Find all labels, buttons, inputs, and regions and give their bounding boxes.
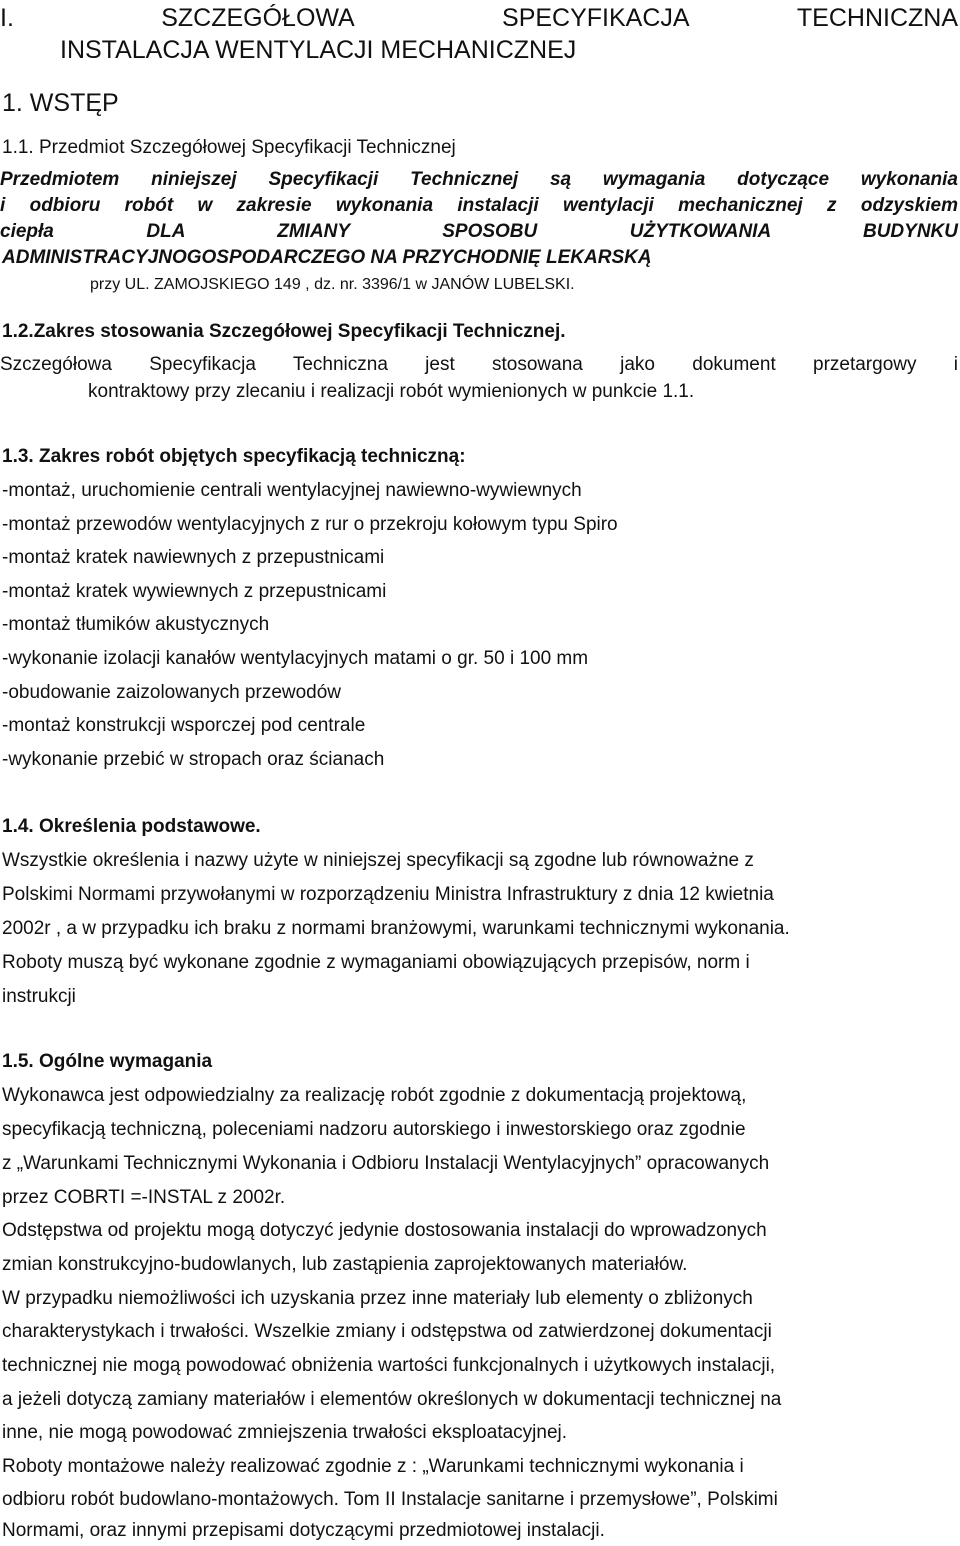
document-subtitle: INSTALACJA WENTYLACJI MECHANICZNEJ	[60, 36, 577, 64]
scope-list-item: -montaż kratek nawiewnych z przepustnicami	[2, 547, 385, 568]
scope-list-item: -montaż kratek wywiewnych z przepustnicami	[2, 581, 387, 602]
section-1-5-line: z „Warunkami Technicznymi Wykonania i Odbioru Instalacji Wentylacyjnych” opracowanych	[2, 1153, 770, 1174]
scope-list-item: -montaż tłumików akustycznych	[2, 614, 270, 635]
section-1-4-line: Polskimi Normami przywołanymi w rozporządzeniu Ministra Infrastruktury z dnia 12 kwietnia	[2, 884, 774, 905]
scope-list-item: -montaż, uruchomienie centrali wentylacyjnej nawiewno-wywiewnych	[2, 480, 582, 501]
section-1-3-title: 1.3. Zakres robót objętych specyfikacją techniczną:	[2, 446, 466, 467]
section-1-4-title: 1.4. Określenia podstawowe.	[2, 816, 261, 837]
section-1-5-line: Wykonawca jest odpowiedzialny za realizację robót zgodnie z dokumentacją projektową,	[2, 1085, 747, 1106]
part-number: I.	[0, 4, 14, 32]
document-title-line	[0, 4, 958, 33]
section-1-1-line: ADMINISTRACYJNOGOSPODARCZEGO NA PRZYCHODNIĘ LEKARSKĄ	[2, 247, 652, 268]
section-1-5-line: charakterystykach i trwałości. Wszelkie zmiany i odstępstwa od zatwierdzonej dokumentacji	[2, 1321, 772, 1342]
section-1-5-line: specyfikacją techniczną, poleceniami nadzoru autorskiego i inwestorskiego oraz zgodnie	[2, 1119, 746, 1140]
section-1-5-line: inne, nie mogą powodować zmniejszenia trwałości eksploatacyjnej.	[2, 1422, 568, 1443]
section-1-2-line: kontraktowy przy zlecaniu i realizacji robót wymienionych w punkcie 1.1.	[88, 381, 695, 402]
section-heading-wstep: 1. WSTĘP	[2, 89, 119, 117]
title-word-2: SPECYFIKACJA	[502, 4, 690, 32]
scope-list-item: -montaż konstrukcji wsporczej pod centrale	[2, 715, 366, 736]
section-1-1-title: 1.1. Przedmiot Szczegółowej Specyfikacji Technicznej	[2, 137, 456, 158]
section-1-5-line: przez COBRTI =-INSTAL z 2002r.	[2, 1187, 286, 1208]
scope-list-item: -wykonanie przebić w stropach oraz ścianach	[2, 749, 385, 770]
section-1-5-line: odbioru robót budowlano-montażowych. Tom II Instalacje sanitarne i przemysłowe”, Polskimi	[2, 1489, 778, 1510]
section-1-4-line: Roboty muszą być wykonane zgodnie z wymaganiami obowiązujących przepisów, norm i	[2, 952, 750, 973]
section-1-1-line: ciepła DLA ZMIANY SPOSOBU UŻYTKOWANIA BUDYNKU	[0, 221, 958, 242]
section-1-5-line: Odstępstwa od projektu mogą dotyczyć jedynie dostosowania instalacji do wprowadzonych	[2, 1220, 767, 1241]
section-1-5-line: W przypadku niemożliwości ich uzyskania przez inne materiały lub elementy o zbliżonych	[2, 1288, 753, 1309]
section-1-1-line: Przedmiotem niniejszej Specyfikacji Technicznej są wymagania dotyczące wykonania	[0, 169, 958, 190]
title-word-3: TECHNICZNA	[796, 4, 958, 32]
section-1-2-title: 1.2.Zakres stosowania Szczegółowej Specyfikacji Technicznej.	[2, 321, 566, 342]
scope-list-item: -obudowanie zaizolowanych przewodów	[2, 682, 342, 703]
scope-list-item: -wykonanie izolacji kanałów wentylacyjnych matami o gr. 50 i 100 mm	[2, 648, 589, 669]
section-1-5-line: technicznej nie mogą powodować obniżenia wartości funkcjonalnych i użytkowych instalacji,	[2, 1355, 776, 1376]
section-1-4-line: Wszystkie określenia i nazwy użyte w niniejszej specyfikacji są zgodne lub równoważne z	[2, 850, 754, 871]
section-1-4-line: 2002r , a w przypadku ich braku z normami branżowymi, warunkami technicznymi wykonania.	[2, 918, 790, 939]
section-1-4-line: instrukcji	[2, 986, 76, 1007]
section-1-5-line: Roboty montażowe należy realizować zgodnie z : „Warunkami technicznymi wykonania i	[2, 1456, 744, 1477]
section-1-5-line: a jeżeli dotyczą zamiany materiałów i elementów określonych w dokumentacji technicznej na	[2, 1389, 782, 1410]
section-1-5-line: Normami, oraz innymi przepisami dotyczącymi przedmiotowej instalacji.	[2, 1520, 605, 1541]
title-word-1: SZCZEGÓŁOWA	[161, 4, 355, 32]
section-1-1-address: przy UL. ZAMOJSKIEGO 149 , dz. nr. 3396/1 w JANÓW LUBELSKI.	[90, 276, 575, 293]
scope-list-item: -montaż przewodów wentylacyjnych z rur o przekroju kołowym typu Spiro	[2, 514, 618, 535]
section-1-5-line: zmian konstrukcyjno-budowlanych, lub zastąpienia zaprojektowanych materiałów.	[2, 1254, 688, 1275]
section-1-5-title: 1.5. Ogólne wymagania	[2, 1051, 213, 1072]
section-1-2-line: Szczegółowa Specyfikacja Techniczna jest stosowana jako dokument przetargowy i	[0, 354, 958, 375]
section-1-1-line: i odbioru robót w zakresie wykonania instalacji wentylacji mechanicznej z odzyskiem	[0, 195, 958, 216]
